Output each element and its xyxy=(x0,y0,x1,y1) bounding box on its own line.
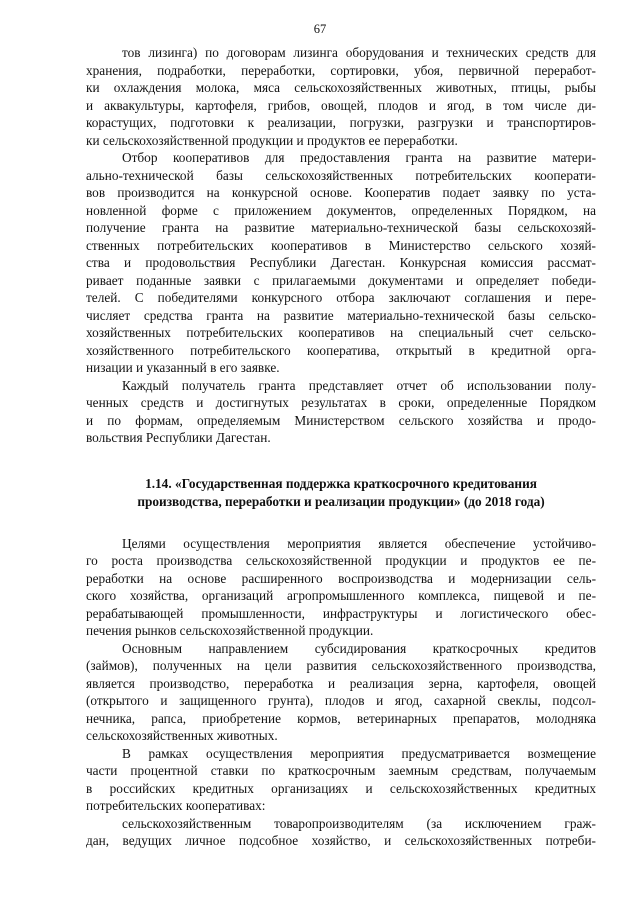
section-heading-line-2: производства, переработки и реализации продукции» (до 2018 года) xyxy=(137,493,545,509)
text-line: дан, ведущих личное подсобное хозяйство, и сельскохозяйственных потреби- xyxy=(86,833,596,848)
text-line: ственных потребительских кооперативов в Министерство сельского хозяй- xyxy=(86,237,596,253)
text-line: Основным направлением субсидирования краткосрочных кредитов xyxy=(122,640,596,656)
text-line: хозяйственного потребительского кооператива, открытый в кредитной орга- xyxy=(86,342,596,358)
text-line: является производство, переработка и реализация зерна, картофеля, овощей xyxy=(86,675,596,691)
section-heading-line-1: 1.14. «Государственная поддержка краткосрочного кредитования xyxy=(145,475,537,491)
text-line: ривает поданные заявки с прилагаемыми документами и определяет победи- xyxy=(86,272,596,288)
text-line: части процентной ставки по краткосрочным заемным средствам, получаемым xyxy=(86,763,596,778)
text-line: вов производится на конкурсной основе. Кооператив подает заявку по уста- xyxy=(86,185,596,200)
text-line: Отбор кооперативов для предоставления гранта на развитие матери- xyxy=(122,150,596,165)
text-line: новленной форме с приложением документов, определенных Порядком, на xyxy=(86,202,596,218)
text-line: реработки на основе расширенного воспроизводства и модернизации сель- xyxy=(86,570,596,586)
text-line: хранения, подработки, переработки, сортировки, убоя, первичной переработ- xyxy=(86,62,596,78)
text-line: печения рынков сельскохозяйственной продукции. xyxy=(86,623,374,638)
text-line: вольствия Республики Дагестан. xyxy=(86,430,271,445)
text-line: сельскохозяйственных животных. xyxy=(86,728,278,743)
paragraph xyxy=(86,745,596,815)
paragraph xyxy=(86,640,596,745)
text-line: рерабатывающей промышленности, инфраструктуры и логистического обес- xyxy=(86,605,596,621)
paragraph xyxy=(86,377,596,447)
text-line: ченных средств и достигнутых результатах в сроки, определенные Порядком xyxy=(86,395,596,410)
paragraph xyxy=(86,815,596,850)
text-line: го роста производства сельскохозяйственной продукции и продуктов ее пе- xyxy=(86,553,596,568)
paragraph xyxy=(86,149,596,377)
text-line: потребительских кооперативах: xyxy=(86,798,266,813)
text-line: телей. С победителями конкурсного отбора заключают соглашения и пере- xyxy=(86,290,596,305)
text-line: числяет средства гранта на развитие материально-технической базы сельско- xyxy=(86,307,596,323)
text-line: Каждый получатель гранта представляет отчет об использовании полу- xyxy=(122,377,596,393)
page-number: 67 xyxy=(313,22,327,36)
text-line: хозяйственных потребительских кооперативов на специальный счет сельско- xyxy=(86,325,596,340)
text-line: В рамках осуществления мероприятия предусматривается возмещение xyxy=(122,745,596,761)
text-line: Целями осуществления мероприятия является обеспечение устойчиво- xyxy=(122,535,596,551)
text-line: нечника, рапса, приобретение кормов, ветеринарных препаратов, молодняка xyxy=(86,710,596,726)
page-content xyxy=(86,44,596,850)
body-text-after-heading xyxy=(86,535,596,850)
text-line: и по формам, определяемым Министерством сельского хозяйства и продо- xyxy=(86,412,596,428)
text-line: корастущих, подготовки к реализации, погрузки, разгрузки и транспортиров- xyxy=(86,115,596,130)
paragraph xyxy=(86,535,596,640)
text-line: (открытого и защищенного грунта), плодов и ягод, сахарной свеклы, подсол- xyxy=(86,693,596,708)
text-line: ки охлаждения молока, мяса сельскохозяйственных животных, птицы, рыбы xyxy=(86,80,596,95)
text-line: ского хозяйства, организаций агропромышленного комплекса, пищевой и пе- xyxy=(86,588,596,603)
text-line: (займов), полученных на цели развития сельскохозяйственного производства, xyxy=(86,658,596,673)
text-line: низации и указанный в его заявке. xyxy=(86,360,280,375)
text-line: в российских кредитных организациях и сельскохозяйственных кредитных xyxy=(86,780,596,796)
text-line: ки сельскохозяйственной продукции и продуктов ее переработки. xyxy=(86,132,458,148)
text-line: получение гранта на развитие материально-технической базы сельскохозяй- xyxy=(86,220,596,235)
section-heading xyxy=(86,475,596,511)
body-text-before-heading xyxy=(86,44,596,447)
paragraph xyxy=(86,44,596,149)
text-line: ства и продовольствия Республики Дагестан. Конкурсная комиссия рассмат- xyxy=(86,255,596,270)
text-line: ально-технической базы сельскохозяйственных потребительских кооперати- xyxy=(86,167,596,183)
text-line: тов лизинга) по договорам лизинга оборудования и технических средств для xyxy=(122,45,596,60)
text-line: и аквакультуры, картофеля, грибов, овощей, плодов и ягод, в том числе ди- xyxy=(86,97,596,113)
text-line: сельскохозяйственным товаропроизводителям (за исключением граж- xyxy=(122,815,596,831)
